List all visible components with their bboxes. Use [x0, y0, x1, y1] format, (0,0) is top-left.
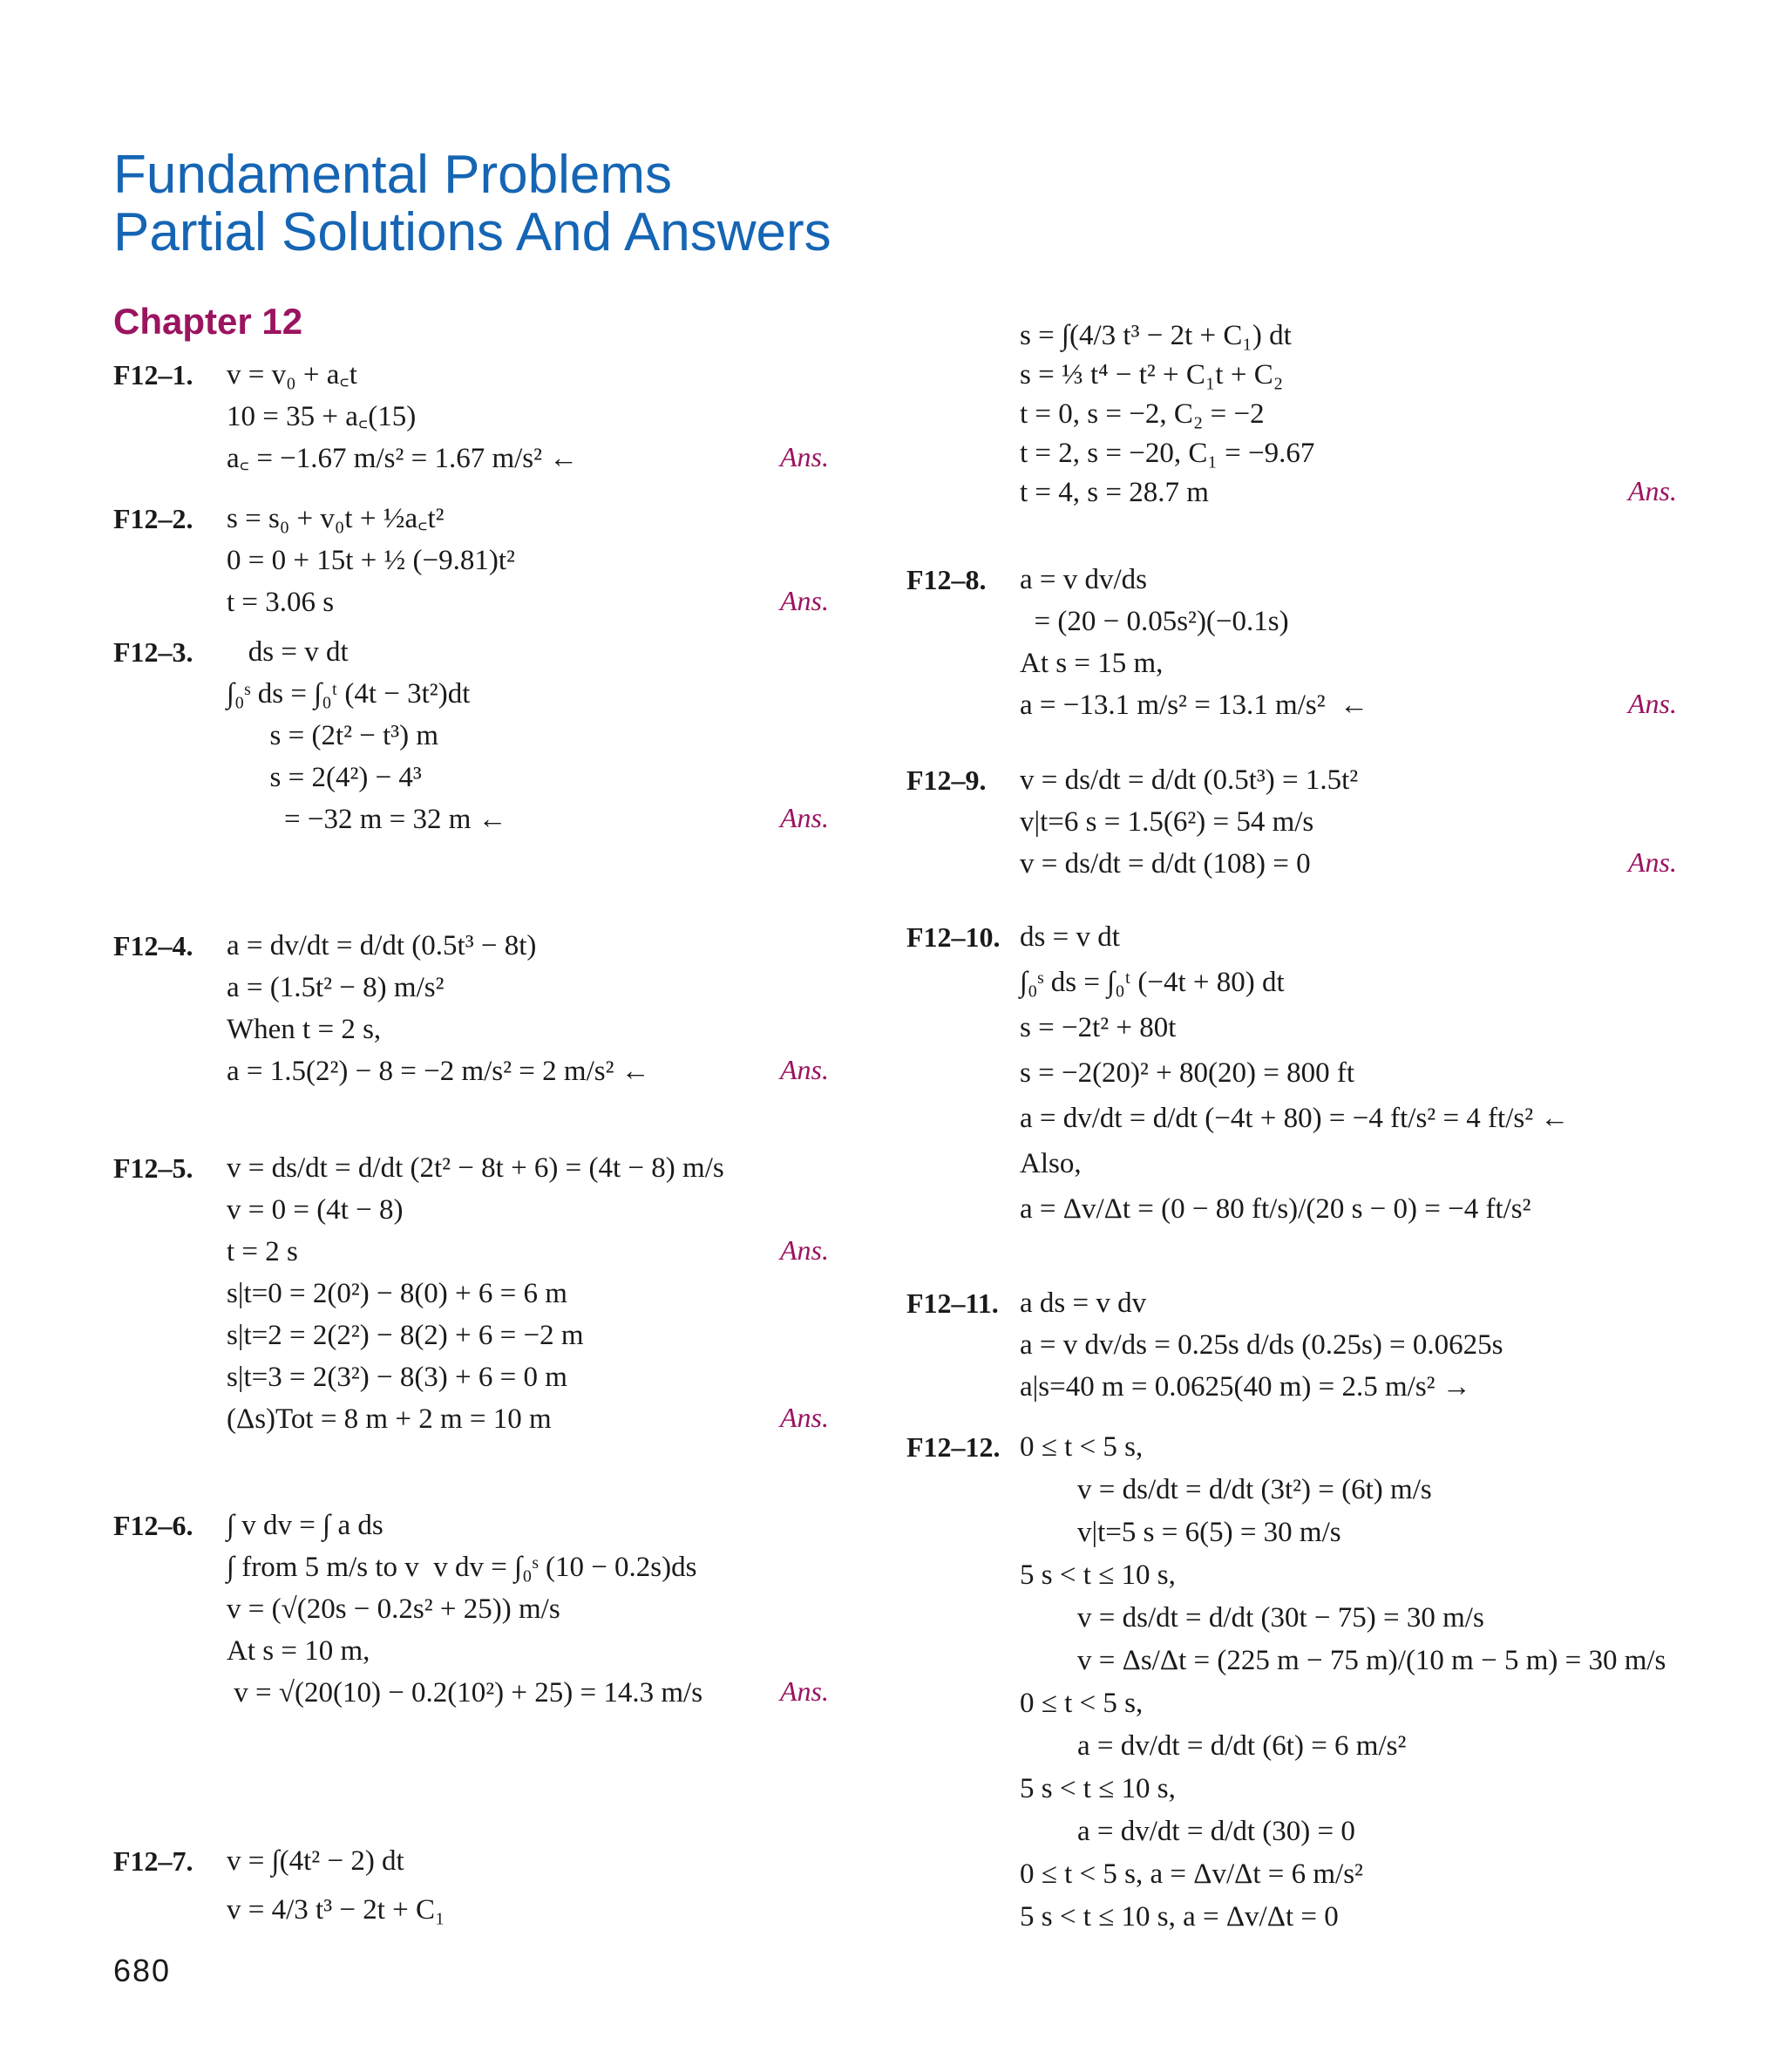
problem-label: F12–7.: [113, 1845, 193, 1877]
equation-line: a|s=40 m = 0.0625(40 m) = 2.5 m/s² →: [1020, 1371, 1471, 1403]
equation-line: a ds = v dv: [1020, 1287, 1147, 1319]
equation-line: v|t=6 s = 1.5(6²) = 54 m/s: [1020, 806, 1314, 838]
equation-line: 0 ≤ t < 5 s,: [1020, 1431, 1144, 1463]
page-title: [113, 146, 831, 262]
equation-line: a = dv/dt = d/dt (6t) = 6 m/s²: [1020, 1730, 1407, 1762]
equation-line: a = −13.1 m/s² = 13.1 m/s² ←: [1020, 690, 1369, 721]
answer-marker: Ans.: [1628, 688, 1677, 719]
equation-line: v = ∫(4t² − 2) dt: [227, 1845, 404, 1877]
equation-line: 5 s < t ≤ 10 s, a = Δv/Δt = 0: [1020, 1901, 1339, 1933]
equation-line: s = −2(20)² + 80(20) = 800 ft: [1020, 1057, 1355, 1089]
answer-marker: Ans.: [780, 1234, 829, 1266]
problem-label: F12–3.: [113, 636, 193, 668]
equation-line: Also,: [1020, 1148, 1082, 1179]
equation-line: t = 2, s = −20, C₁ = −9.67: [1020, 438, 1315, 469]
equation-line: = −32 m = 32 m ←: [227, 804, 507, 835]
equation-line: a = v dv/ds: [1020, 564, 1148, 595]
equation-line: s|t=3 = 2(3²) − 8(3) + 6 = 0 m: [227, 1362, 567, 1393]
equation-line: 0 ≤ t < 5 s, a = Δv/Δt = 6 m/s²: [1020, 1858, 1363, 1890]
equation-line: v = √(20(10) − 0.2(10²) + 25) = 14.3 m/s: [227, 1677, 703, 1709]
answer-marker: Ans.: [780, 802, 829, 833]
problem-label: F12–4.: [113, 930, 193, 961]
equation-line: At s = 10 m,: [227, 1635, 370, 1667]
answer-marker: Ans.: [780, 1402, 829, 1433]
equation-line: ds = v dt: [227, 636, 349, 668]
problem-label: F12–9.: [906, 764, 987, 796]
title-line-2: Partial Solutions And Answers: [113, 202, 831, 262]
equation-line: ∫₀ˢ ds = ∫₀ᵗ (4t − 3t²)dt: [227, 678, 471, 710]
equation-line: s = ∫(4/3 t³ − 2t + C₁) dt: [1020, 320, 1292, 351]
equation-line: ds = v dt: [1020, 921, 1120, 953]
equation-line: v = ds/dt = d/dt (108) = 0: [1020, 848, 1311, 880]
equation-line: s = s₀ + v₀t + ½a꜀t²: [227, 503, 445, 534]
problem-label: F12–8.: [906, 564, 987, 595]
equation-line: (Δs)Tot = 8 m + 2 m = 10 m: [227, 1403, 552, 1435]
equation-line: a = dv/dt = d/dt (0.5t³ − 8t): [227, 930, 537, 961]
answer-marker: Ans.: [780, 1054, 829, 1085]
equation-line: When t = 2 s,: [227, 1014, 382, 1045]
equation-line: v = 4/3 t³ − 2t + C₁: [227, 1894, 445, 1926]
equation-line: a꜀ = −1.67 m/s² = 1.67 m/s² ←: [227, 443, 579, 474]
problem-label: F12–12.: [906, 1431, 1001, 1463]
equation-line: a = dv/dt = d/dt (30) = 0: [1020, 1816, 1355, 1847]
equation-line: ∫₀ˢ ds = ∫₀ᵗ (−4t + 80) dt: [1020, 967, 1285, 998]
problem-label: F12–5.: [113, 1152, 193, 1184]
equation-line: t = 0, s = −2, C₂ = −2: [1020, 398, 1265, 430]
chapter-heading: Chapter 12: [113, 301, 303, 342]
equation-line: v = v₀ + a꜀t: [227, 359, 357, 391]
equation-line: t = 2 s: [227, 1236, 298, 1267]
equation-line: v = (√(20s − 0.2s² + 25)) m/s: [227, 1593, 560, 1625]
equation-line: a = v dv/ds = 0.25s d/ds (0.25s) = 0.0625s: [1020, 1329, 1503, 1361]
equation-line: At s = 15 m,: [1020, 648, 1164, 679]
equation-line: s|t=0 = 2(0²) − 8(0) + 6 = 6 m: [227, 1278, 567, 1309]
equation-line: 0 = 0 + 15t + ½ (−9.81)t²: [227, 545, 515, 576]
answer-marker: Ans.: [780, 585, 829, 616]
answer-marker: Ans.: [1628, 475, 1677, 506]
equation-line: 5 s < t ≤ 10 s,: [1020, 1559, 1176, 1591]
equation-line: v = ds/dt = d/dt (30t − 75) = 30 m/s: [1020, 1602, 1484, 1634]
equation-line: t = 3.06 s: [227, 587, 335, 618]
answer-marker: Ans.: [780, 441, 829, 472]
equation-line: t = 4, s = 28.7 m: [1020, 477, 1209, 508]
equation-line: v = ds/dt = d/dt (3t²) = (6t) m/s: [1020, 1474, 1432, 1505]
equation-line: a = Δv/Δt = (0 − 80 ft/s)/(20 s − 0) = −4 ft/s²: [1020, 1193, 1531, 1225]
problem-label: F12–6.: [113, 1510, 193, 1541]
problem-label: F12–10.: [906, 921, 1001, 953]
equation-line: s = 2(4²) − 4³: [227, 762, 422, 793]
equation-line: ∫ v dv = ∫ a ds: [227, 1510, 383, 1541]
equation-line: s = −2t² + 80t: [1020, 1012, 1177, 1043]
equation-line: 0 ≤ t < 5 s,: [1020, 1688, 1144, 1719]
problem-label: F12–2.: [113, 503, 193, 534]
problem-label: F12–11.: [906, 1287, 999, 1319]
answer-marker: Ans.: [780, 1675, 829, 1707]
equation-line: v|t=5 s = 6(5) = 30 m/s: [1020, 1517, 1341, 1548]
equation-line: ∫ from 5 m/s to v v dv = ∫₀ˢ (10 − 0.2s)ds: [227, 1552, 697, 1583]
equation-line: v = ds/dt = d/dt (2t² − 8t + 6) = (4t − 8) m/s: [227, 1152, 724, 1184]
equation-line: s = ⅓ t⁴ − t² + C₁t + C₂: [1020, 359, 1284, 391]
equation-line: v = 0 = (4t − 8): [227, 1194, 404, 1226]
equation-line: s = (2t² − t³) m: [227, 720, 439, 751]
equation-line: = (20 − 0.05s²)(−0.1s): [1020, 606, 1289, 637]
equation-line: a = 1.5(2²) − 8 = −2 m/s² = 2 m/s² ←: [227, 1056, 650, 1087]
problem-label: F12–1.: [113, 359, 193, 391]
equation-line: v = ds/dt = d/dt (0.5t³) = 1.5t²: [1020, 764, 1359, 796]
equation-line: v = Δs/Δt = (225 m − 75 m)/(10 m − 5 m) = 30 m/s: [1020, 1645, 1666, 1676]
equation-line: 10 = 35 + a꜀(15): [227, 401, 417, 432]
equation-line: 5 s < t ≤ 10 s,: [1020, 1773, 1176, 1804]
page-number: 680: [113, 1953, 172, 1988]
equation-line: s|t=2 = 2(2²) − 8(2) + 6 = −2 m: [227, 1320, 584, 1351]
equation-line: a = (1.5t² − 8) m/s²: [227, 972, 445, 1003]
title-line-1: Fundamental Problems: [113, 145, 672, 205]
answer-marker: Ans.: [1628, 846, 1677, 878]
equation-line: a = dv/dt = d/dt (−4t + 80) = −4 ft/s² = 4 ft/s² ←: [1020, 1103, 1570, 1134]
